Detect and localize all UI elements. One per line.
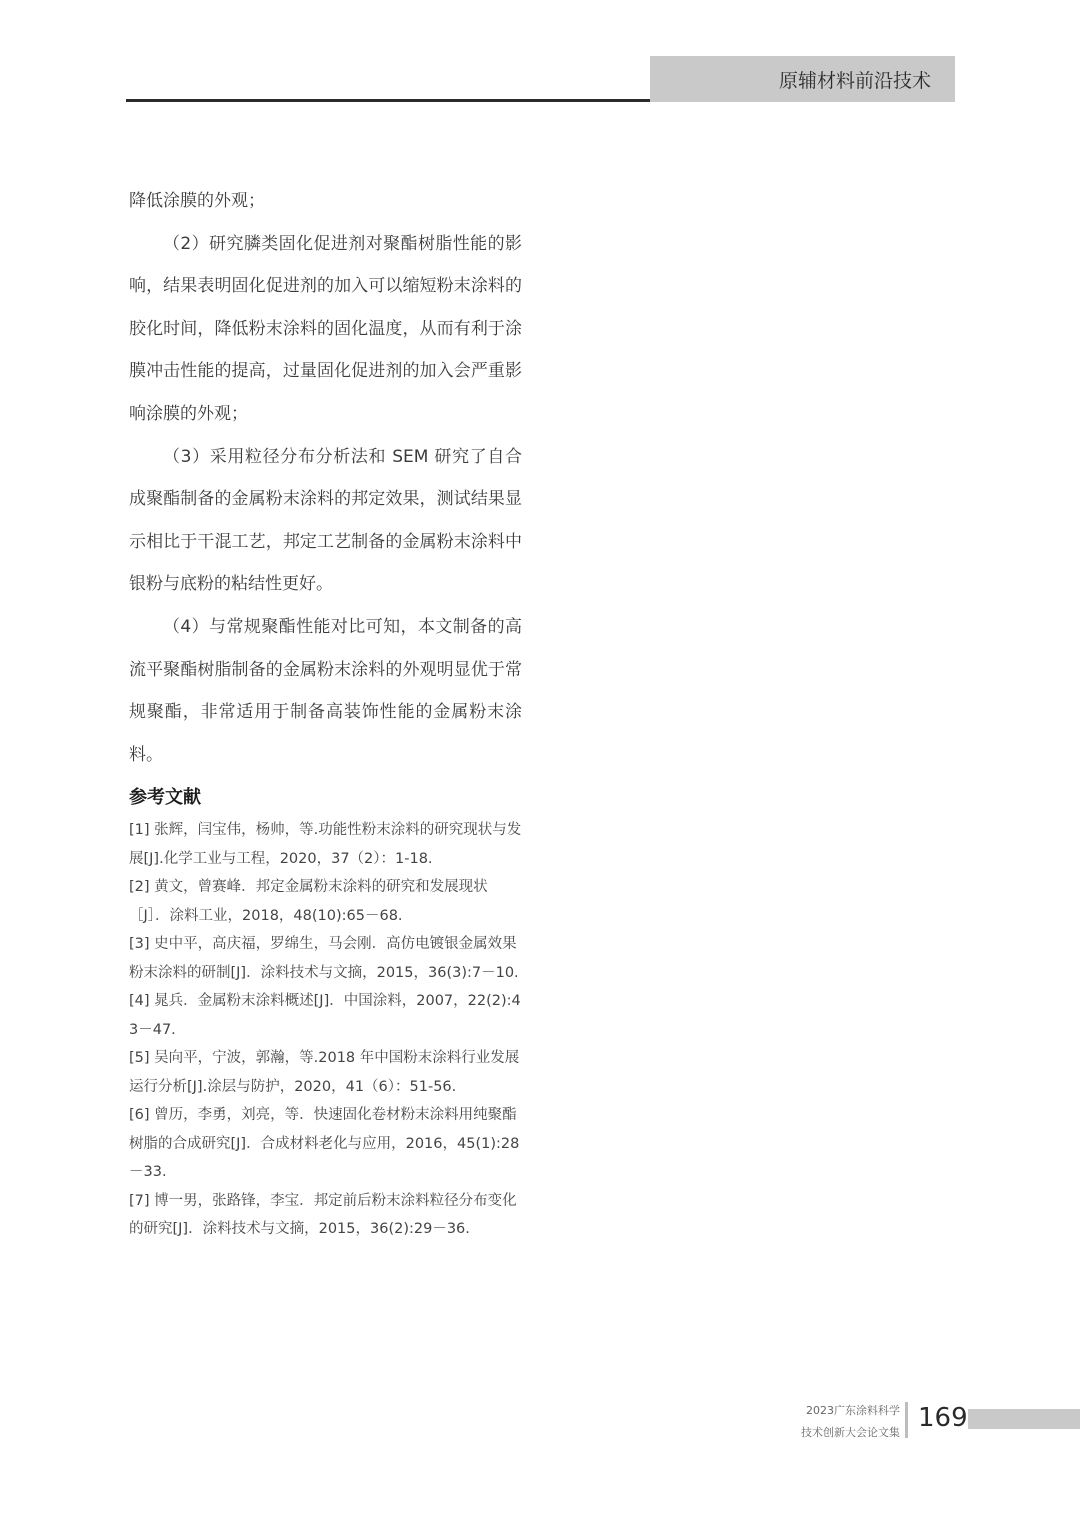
header-rule bbox=[126, 99, 650, 102]
paragraph-conclusion-4: （4）与常规聚酯性能对比可知，本文制备的高流平聚酯树脂制备的金属粉末涂料的外观明显优于常规聚酯，非常适用于制备高装饰性能的金属粉末涂料。 bbox=[129, 616, 522, 765]
section-header-tab bbox=[650, 56, 955, 102]
reference-item: [6] 曾历，李勇，刘亮，等．快速固化卷材粉末涂料用纯聚酯树脂的合成研究[J]．合成材料老化与应用，2016，45(1):28－33. bbox=[129, 1107, 520, 1180]
reference-item: [7] 博一男，张路锋，李宝．邦定前后粉末涂料粒径分布变化的研究[J]．涂料技术与文摘，2015，36(2):29－36. bbox=[129, 1192, 517, 1237]
reference-item: [3] 史中平，高庆福，罗绵生，马会刚．高仿电镀银金属效果粉末涂料的研制[J]．涂料技术与文摘，2015，36(3):7－10. bbox=[129, 936, 519, 981]
footer-journal-name bbox=[790, 1400, 900, 1444]
reference-item: [5] 吴向平，宁波，郭瀚，等.2018 年中国粉末涂料行业发展运行分析[J].涂层与防护，2020，41（6）：51-56. bbox=[129, 1050, 520, 1095]
page-number: 169 bbox=[918, 1403, 968, 1433]
references-list bbox=[129, 816, 522, 1244]
footer-bar bbox=[968, 1409, 1080, 1429]
references-heading: 参考文献 bbox=[129, 787, 201, 808]
journal-line-2: 技术创新大会论文集 bbox=[801, 1426, 900, 1439]
body-text bbox=[129, 180, 522, 776]
footer-divider bbox=[905, 1402, 908, 1438]
journal-line-1: 2023广东涂料科学 bbox=[806, 1404, 900, 1417]
reference-item: [4] 晁兵．金属粉末涂料概述[J]．中国涂料，2007，22(2):43－47. bbox=[129, 993, 521, 1038]
reference-item: [2] 黄文，曾赛峰．邦定金属粉末涂料的研究和发展现状［J］．涂料工业，2018，48(10):65－68. bbox=[129, 879, 488, 924]
paragraph-continuation: 降低涂膜的外观； bbox=[129, 191, 265, 211]
reference-item: [1] 张辉，闫宝伟，杨帅，等.功能性粉末涂料的研究现状与发展[J].化学工业与工程，2020，37（2）：1-18. bbox=[129, 822, 522, 867]
section-title: 原辅材料前沿技术 bbox=[778, 69, 931, 92]
paragraph-conclusion-3: （3）采用粒径分布分析法和 SEM 研究了自合成聚酯制备的金属粉末涂料的邦定效果，测试结果显示相比于干混工艺，邦定工艺制备的金属粉末涂料中银粉与底粉的粘结性更好。 bbox=[129, 446, 522, 595]
paragraph-conclusion-2: （2）研究膦类固化促进剂对聚酯树脂性能的影响，结果表明固化促进剂的加入可以缩短粉末涂料的胶化时间，降低粉末涂料的固化温度，从而有利于涂膜冲击性能的提高，过量固化促进剂的加入会严重影响涂膜的外观； bbox=[129, 233, 522, 424]
